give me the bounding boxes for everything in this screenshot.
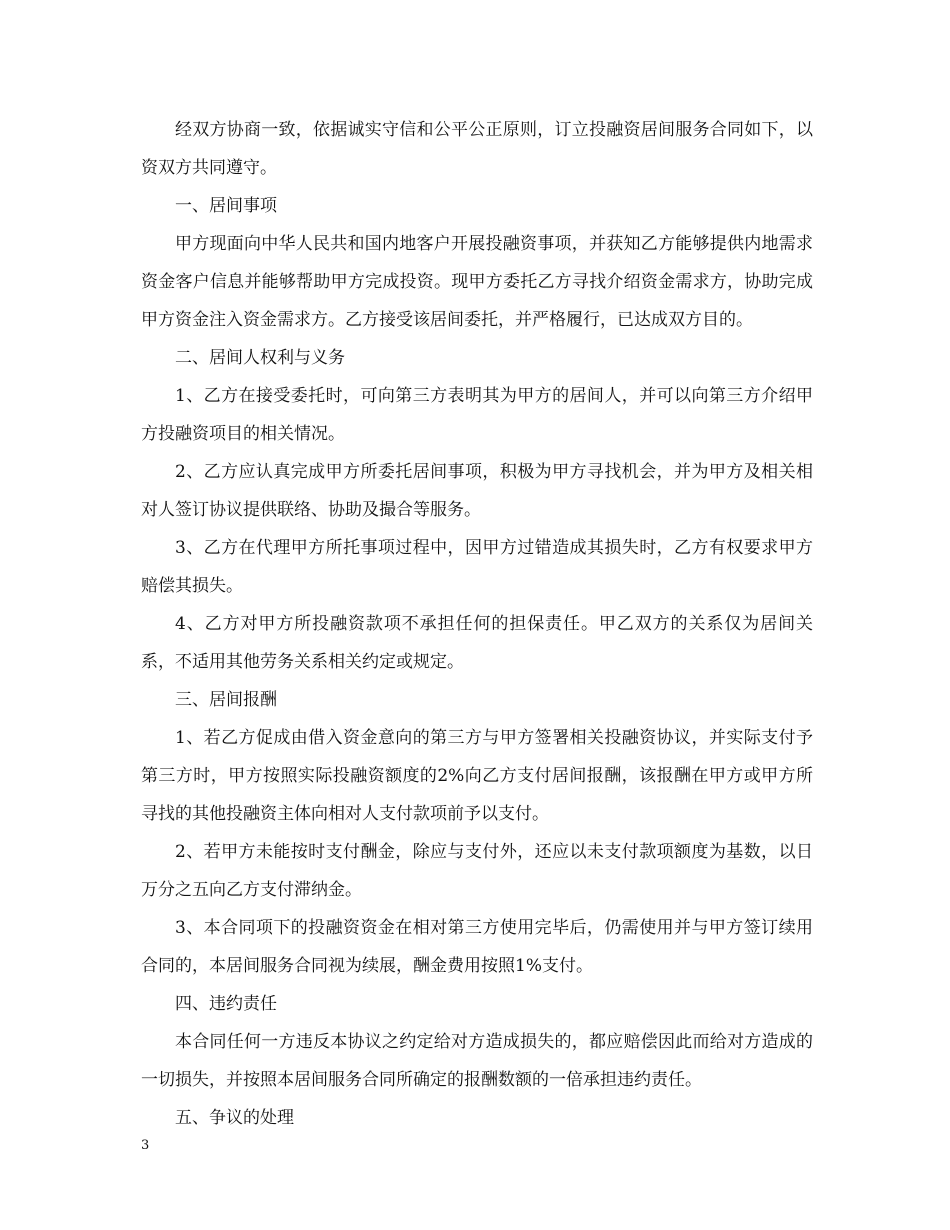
document-body — [141, 111, 813, 1137]
section-1-paragraph: 甲方现面向中华人民共和国内地客户开展投融资事项，并获知乙方能够提供内地需求资金客户信息并能够帮助甲方完成投资。现甲方委托乙方寻找介绍资金需求方，协助完成甲方资金注入资金需求方。乙方接受该居间委托，并严格履行，已达成双方目的。 — [141, 234, 813, 330]
section-heading-5: 五、争议的处理 — [175, 1108, 294, 1128]
section-heading-1: 一、居间事项 — [175, 196, 277, 216]
section-2-item-1: 1、乙方在接受委托时，可向第三方表明其为甲方的居间人，并可以向第三方介绍甲方投融资项目的相关情况。 — [141, 386, 813, 444]
section-3-item-1: 1、若乙方促成由借入资金意向的第三方与甲方签署相关投融资协议，并实际支付予第三方时，甲方按照实际投融资额度的2%向乙方支付居间报酬，该报酬在甲方或甲方所寻找的其他投融资主体向相对人支付款项前予以支付。 — [141, 728, 813, 824]
section-2-item-3: 3、乙方在代理甲方所托事项过程中，因甲方过错造成其损失时，乙方有权要求甲方赔偿其损失。 — [141, 538, 813, 596]
section-heading-4: 四、违约责任 — [175, 994, 277, 1014]
page-number: 3 — [141, 1138, 150, 1153]
section-3-item-2: 2、若甲方未能按时支付酬金，除应与支付外，还应以未支付款项额度为基数，以日万分之五向乙方支付滞纳金。 — [141, 842, 813, 900]
section-heading-3: 三、居间报酬 — [175, 690, 277, 710]
section-heading-2: 二、居间人权利与义务 — [175, 348, 345, 368]
section-2-item-2: 2、乙方应认真完成甲方所委托居间事项，积极为甲方寻找机会，并为甲方及相关相对人签订协议提供联络、协助及撮合等服务。 — [141, 462, 813, 520]
intro-paragraph: 经双方协商一致，依据诚实守信和公平公正原则，订立投融资居间服务合同如下，以资双方共同遵守。 — [141, 120, 813, 178]
section-4-paragraph: 本合同任何一方违反本协议之约定给对方造成损失的，都应赔偿因此而给对方造成的一切损失，并按照本居间服务合同所确定的报酬数额的一倍承担违约责任。 — [141, 1032, 813, 1090]
section-3-item-3: 3、本合同项下的投融资资金在相对第三方使用完毕后，仍需使用并与甲方签订续用合同的，本居间服务合同视为续展，酬金费用按照1%支付。 — [141, 918, 813, 976]
section-2-item-4: 4、乙方对甲方所投融资款项不承担任何的担保责任。甲乙双方的关系仅为居间关系，不适用其他劳务关系相关约定或规定。 — [141, 614, 813, 672]
